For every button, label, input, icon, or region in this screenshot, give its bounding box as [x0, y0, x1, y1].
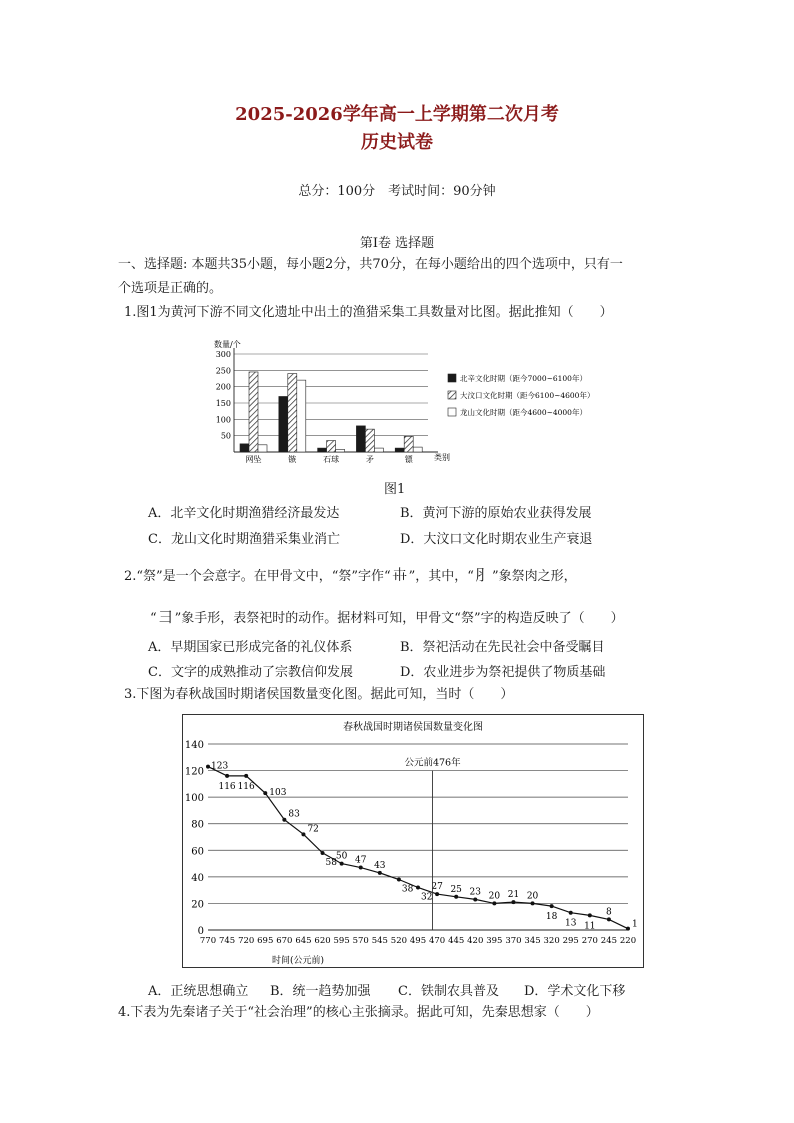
line-chart-data-label: 27: [431, 882, 443, 893]
section-title: 第Ⅰ卷 选择题: [359, 236, 435, 251]
q2-line1: [124, 564, 577, 588]
q3-option-b[interactable]: B．统一趋势加强: [270, 984, 371, 999]
line-chart-xtick: 645: [295, 936, 312, 946]
line-chart-ytick: 20: [191, 899, 204, 911]
line-chart-annotation-label: 公元前476年: [404, 757, 461, 769]
q2-line2-part-a: “: [150, 611, 157, 626]
q3-option-d[interactable]: D．学术文化下移: [524, 984, 626, 999]
line-chart-xtick: 570: [352, 936, 369, 946]
line-chart-xtick: 770: [199, 936, 217, 946]
legend-label-2: 龙山文化时期（距今4600~4000年）: [460, 408, 587, 417]
line-chart-point: [550, 904, 554, 908]
line-chart-ytick: 40: [191, 872, 204, 884]
line-chart-xtick: 320: [543, 936, 560, 946]
line-chart-data-label: 18: [545, 912, 558, 923]
q2-option-c[interactable]: C．文字的成熟推动了宗教信仰发展: [148, 665, 353, 680]
bar-4-2: [413, 447, 422, 452]
bar-3-0: [356, 426, 365, 452]
line-chart-point: [626, 927, 630, 931]
line-chart-xtick: 445: [448, 936, 465, 946]
bar-chart-ytick: 100: [215, 415, 231, 425]
q1-option-c[interactable]: C．龙山文化时期渔猎采集业消亡: [148, 532, 340, 547]
legend-label-0: 北辛文化时期（距今7000~6100年）: [460, 374, 587, 383]
oracle-glyph-hand: ⺕: [158, 608, 174, 626]
line-chart-data-label: 47: [355, 855, 367, 866]
line-chart-point: [454, 895, 458, 899]
legend-label-1: 大汶口文化时期（距今6100~4600年）: [460, 391, 595, 400]
line-chart-data-label: 38: [401, 884, 414, 895]
bar-chart-ytick: 250: [215, 366, 231, 376]
line-chart-title: 春秋战国时期诸侯国数量变化图: [343, 722, 483, 733]
bar-chart-category-label: 镞: [288, 455, 297, 464]
bar-chart-category-label: 石球: [323, 455, 340, 464]
line-chart-data-label: 43: [374, 860, 386, 871]
line-chart-point: [225, 774, 229, 778]
q1-option-d[interactable]: D．大汶口文化时期农业生产衰退: [400, 532, 593, 547]
q2-line1-part-a: 2.“祭”是一个会意字。在甲骨文中，“祭”字作“: [124, 569, 391, 584]
line-chart-data-label: 8: [606, 907, 612, 918]
bar-chart-category-label: 矛: [365, 455, 374, 464]
line-chart-data-label: 20: [488, 891, 501, 902]
q3-line-chart: [182, 714, 644, 968]
line-chart-data-label: 21: [507, 890, 520, 901]
line-chart-xlabel: 时间(公元前): [272, 956, 325, 966]
oracle-glyph-ji-full: 𠦃: [392, 566, 408, 584]
q2-option-a[interactable]: A．早期国家已形成完备的礼仪体系: [148, 640, 353, 655]
line-chart-point: [511, 900, 515, 904]
line-chart-point: [301, 832, 305, 836]
line-chart-point: [378, 871, 382, 875]
bar-chart-category-label: 网坠: [245, 455, 262, 464]
bar-chart-ytick: 200: [215, 382, 231, 392]
line-chart-point: [492, 901, 496, 905]
line-chart-ytick: 80: [191, 819, 204, 831]
bar-chart-ytick: 300: [215, 350, 231, 359]
line-chart-xtick: 620: [314, 936, 331, 946]
line-chart-point: [416, 885, 420, 889]
line-chart-ytick: 60: [191, 846, 204, 858]
line-chart-data-label: 58: [325, 857, 337, 868]
line-chart-data-label: 13: [565, 918, 577, 929]
line-chart-xtick: 695: [257, 936, 274, 946]
line-chart-xtick: 370: [505, 936, 522, 946]
bar-0-1: [249, 372, 258, 452]
legend-swatch-0: [448, 374, 456, 382]
bar-chart-ylabel: 数量/个: [214, 340, 241, 349]
oracle-glyph-meat: ⺼: [475, 566, 491, 584]
bar-0-2: [258, 445, 267, 452]
line-chart-point: [397, 878, 401, 882]
q2-line1-part-b: ”，其中，“: [408, 569, 474, 584]
line-chart-ytick: 0: [197, 926, 204, 937]
line-chart-data-label: 25: [450, 884, 462, 895]
bar-1-1: [288, 374, 297, 452]
q3-option-a[interactable]: A．正统思想确立: [148, 984, 249, 999]
line-chart-xtick: 495: [409, 936, 427, 946]
bar-4-1: [404, 436, 413, 452]
bar-chart-ytick: 50: [220, 431, 231, 441]
exam-title: 2025-2026学年高一上学期第二次月考: [235, 104, 559, 125]
section-intro-line1: 一、选择题: 本题共35小题，每小题2分，共70分，在每小题给出的四个选项中，只有一: [118, 257, 623, 272]
bar-3-2: [374, 448, 383, 452]
q2-option-b[interactable]: B．祭祀活动在先民社会中备受瞩目: [400, 640, 605, 655]
line-chart-data-label: 83: [288, 809, 300, 820]
legend-swatch-1: [448, 391, 456, 399]
q1-option-b[interactable]: B．黄河下游的原始农业获得发展: [400, 506, 592, 521]
line-chart-data-label: 1: [632, 919, 638, 930]
section-intro-line2: 个选项是正确的。: [118, 281, 223, 296]
q2-line2: [150, 606, 624, 630]
bar-2-1: [327, 441, 336, 452]
line-chart-data-label: 72: [307, 824, 319, 835]
q1-stem: 1.图1为黄河下游不同文化遗址中出土的渔猎采集工具数量对比图。据此推知（ ）: [124, 305, 613, 320]
line-chart-point: [473, 897, 477, 901]
bar-2-2: [336, 449, 345, 452]
line-chart-point: [340, 862, 344, 866]
line-chart-xtick: 395: [486, 936, 503, 946]
bar-1-2: [297, 380, 306, 452]
line-chart-data-label: 11: [584, 921, 596, 932]
line-chart-xtick: 670: [276, 936, 293, 946]
q2-option-d[interactable]: D．农业进步为祭祀提供了物质基础: [400, 665, 606, 680]
line-chart-xtick: 745: [218, 936, 236, 946]
line-chart-ytick: 140: [184, 740, 204, 751]
q2-line2-part-b: ”象手形，表祭祀时的动作。据材料可知，甲骨文“祭”字的构造反映了（ ）: [174, 611, 624, 626]
line-chart-xtick: 520: [390, 936, 408, 946]
bar-chart-xlabel: 类别: [434, 453, 450, 462]
line-chart-data-label: 116: [237, 781, 255, 792]
line-chart-xtick: 470: [428, 936, 446, 946]
line-chart-data-label: 20: [526, 891, 539, 902]
line-chart-point: [282, 818, 286, 822]
line-chart-xtick: 245: [600, 936, 618, 946]
exam-subtitle: 历史试卷: [361, 132, 433, 153]
line-chart-data-label: 23: [469, 887, 481, 898]
bar-1-0: [279, 396, 288, 452]
line-chart-xtick: 345: [524, 936, 541, 946]
line-chart-xtick: 295: [562, 936, 579, 946]
bar-2-0: [318, 448, 327, 452]
bar-chart-category-label: 镖: [404, 455, 413, 464]
line-chart-point: [359, 866, 363, 870]
line-chart-xtick: 420: [467, 936, 484, 946]
line-chart-xtick: 270: [581, 936, 598, 946]
bar-4-0: [395, 448, 404, 452]
line-chart-data-label: 116: [218, 781, 236, 792]
q3-option-c[interactable]: C．铁制农具普及: [398, 984, 499, 999]
line-chart-point: [435, 892, 439, 896]
line-chart-xtick: 220: [619, 936, 637, 946]
legend-swatch-2: [448, 408, 456, 416]
line-chart-point: [569, 911, 573, 915]
q4-stem: 4.下表为先秦诸子关于“社会治理”的核心主张摘录。据此可知，先秦思想家（ ）: [118, 1005, 599, 1020]
line-chart-xtick: 545: [371, 936, 388, 946]
q1-figure-caption: 图1: [384, 482, 406, 497]
line-chart-point: [244, 774, 248, 778]
line-chart-data-label: 103: [269, 788, 287, 799]
line-chart-xtick: 595: [333, 936, 350, 946]
line-chart-point: [531, 901, 535, 905]
bar-chart-ytick: 150: [215, 399, 231, 408]
line-chart-point: [607, 917, 611, 921]
line-chart-xtick: 720: [238, 936, 255, 946]
line-chart-point: [263, 791, 267, 795]
bar-3-1: [365, 429, 374, 452]
line-chart-data-label: 32: [421, 892, 433, 903]
q2-line1-part-c: ”象祭肉之形，: [491, 569, 577, 584]
bar-0-0: [240, 444, 249, 452]
line-chart-point: [321, 851, 325, 855]
q1-bar-chart: [206, 336, 626, 466]
exam-meta: 总分：100分 考试时间：90分钟: [298, 184, 496, 199]
line-chart-data-label: 50: [335, 851, 348, 862]
line-chart-point: [206, 765, 210, 769]
line-chart-ytick: 120: [184, 766, 204, 778]
line-chart-ytick: 100: [184, 793, 204, 805]
line-chart-data-label: 123: [211, 761, 229, 772]
q1-option-a[interactable]: A．北辛文化时期渔猎经济最发达: [148, 506, 340, 521]
q3-stem: 3.下图为春秋战国时期诸侯国数量变化图。据此可知，当时（ ）: [124, 687, 514, 702]
line-chart-point: [588, 913, 592, 917]
